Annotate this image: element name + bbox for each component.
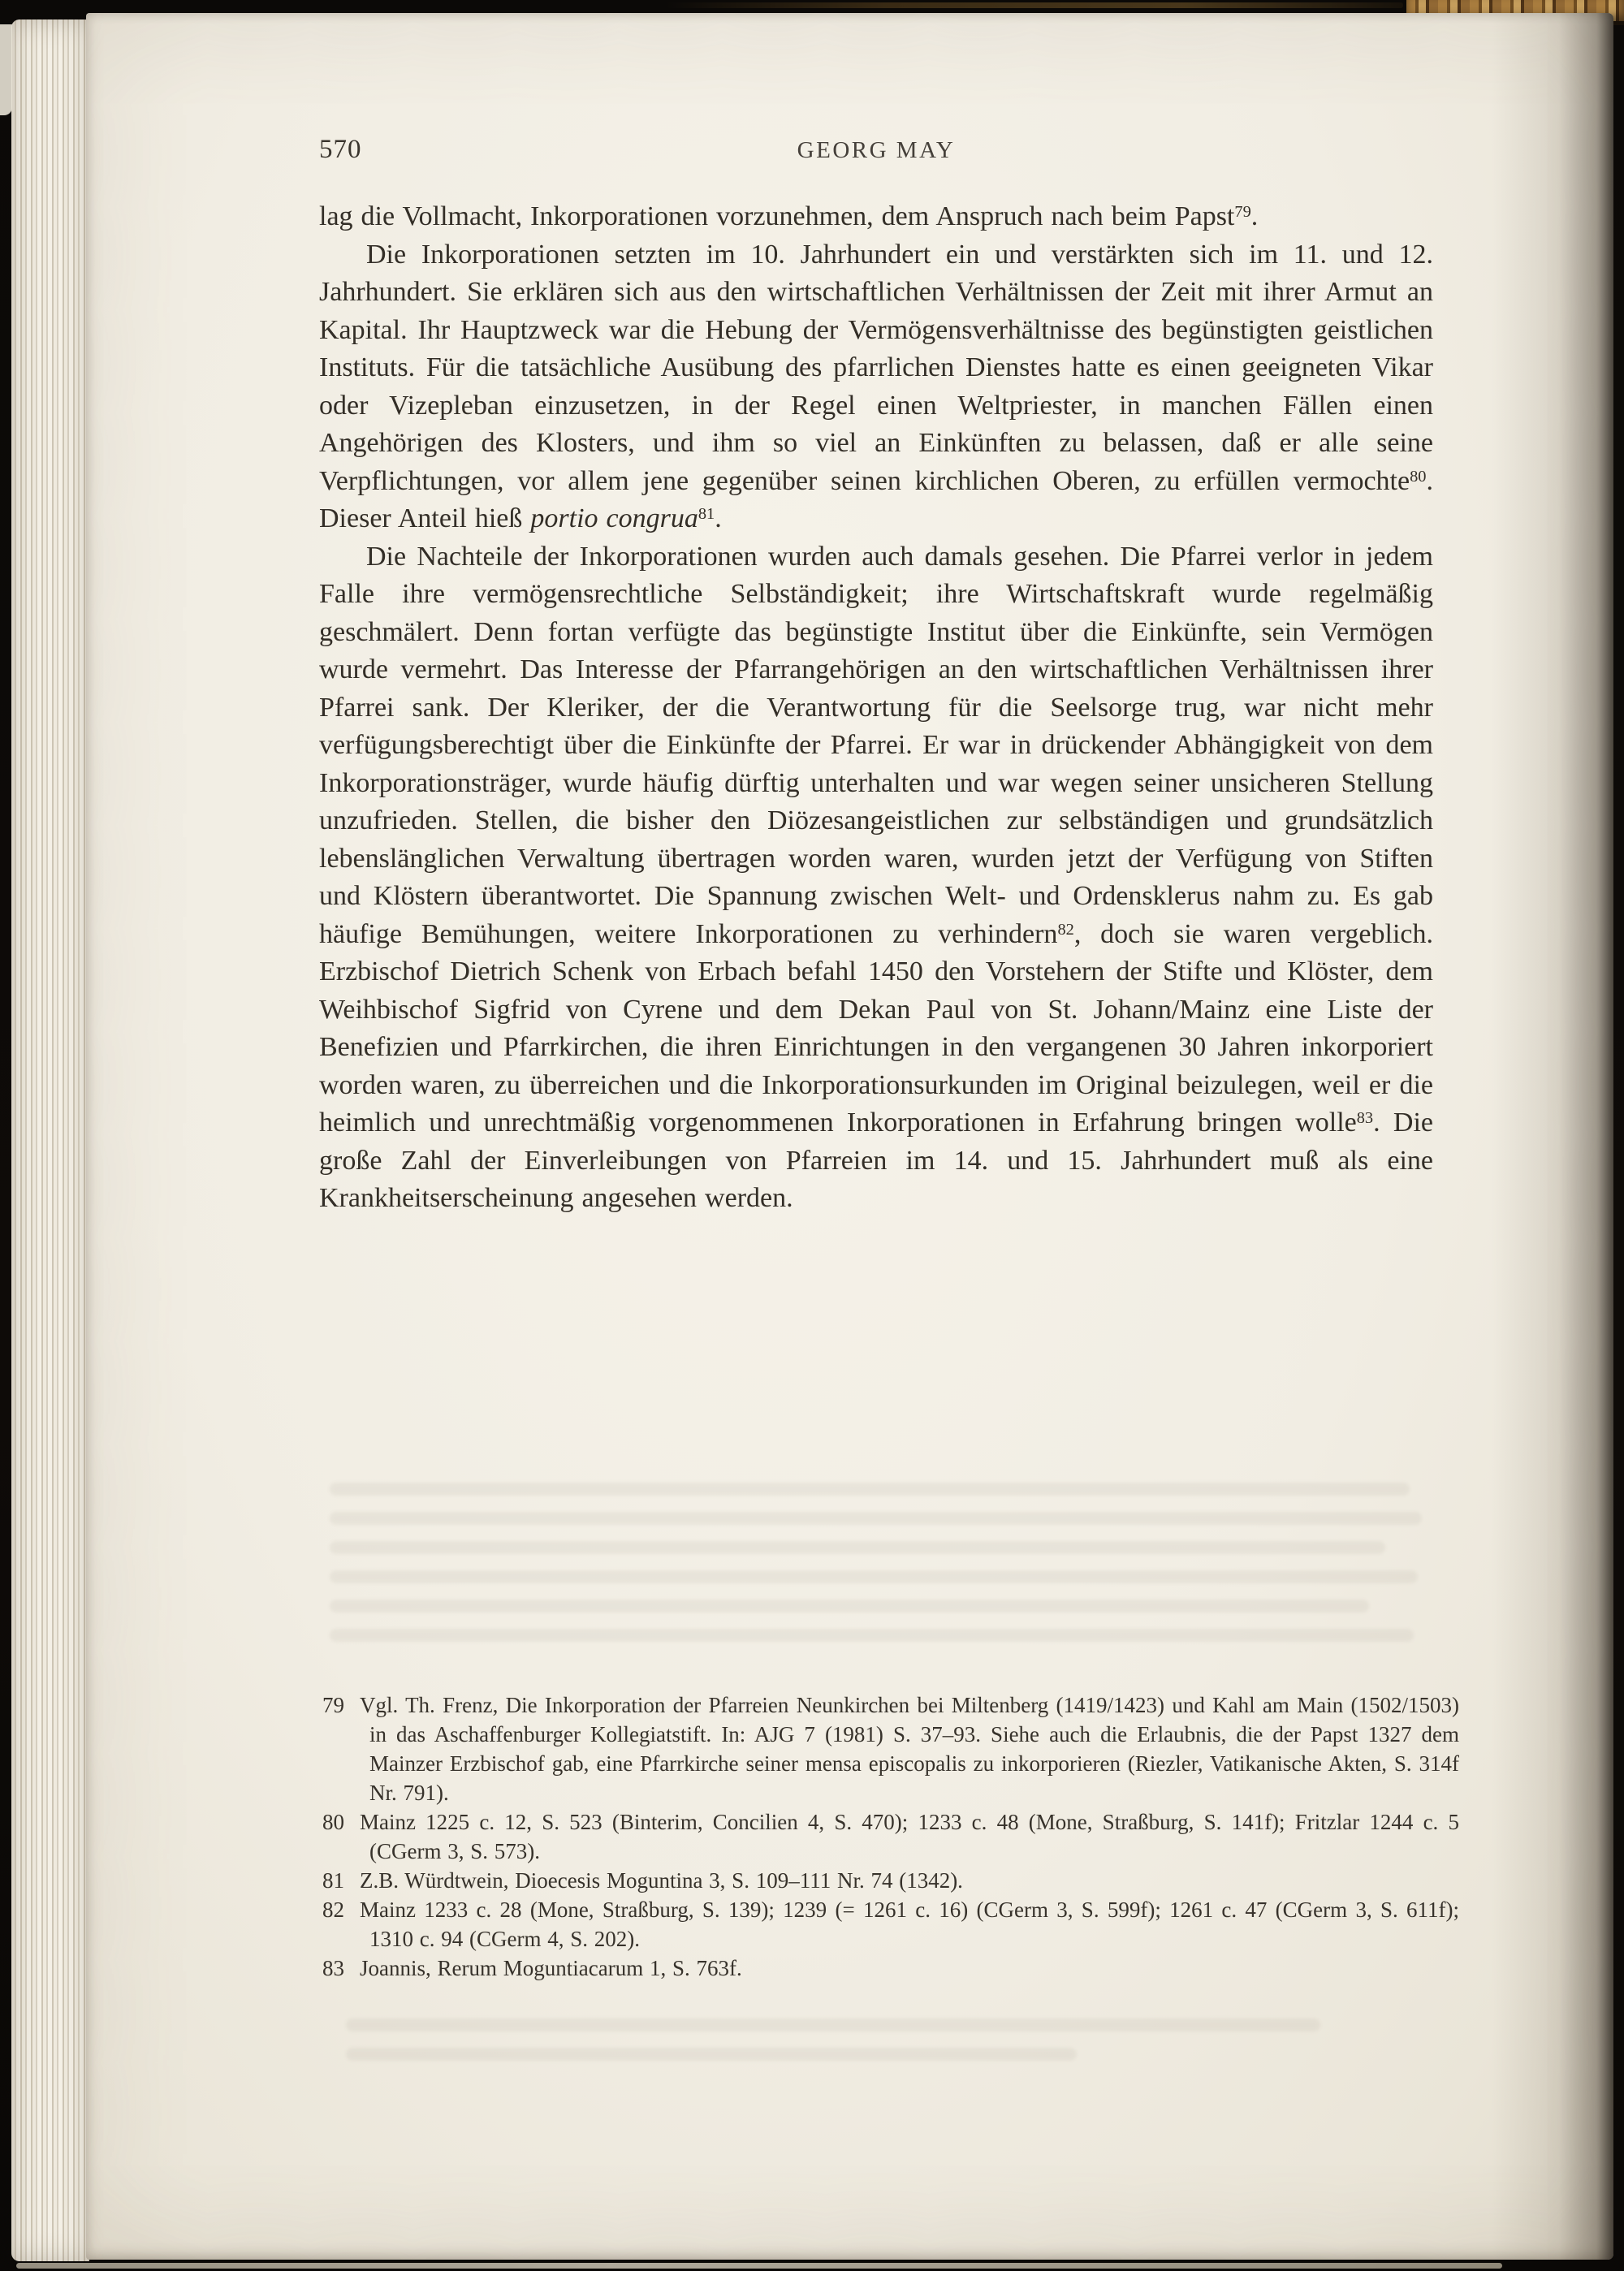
footnote-79 bbox=[322, 1690, 1459, 1807]
footnote-81 bbox=[322, 1866, 1459, 1895]
page-gutter-shadow bbox=[1492, 13, 1613, 2260]
body-paragraph-1 bbox=[319, 198, 1433, 236]
page-bottom-edge bbox=[16, 2263, 1502, 2269]
footnote-text: Vgl. Th. Frenz, Die Inkorporation der Pfarreien Neunkirchen bei Miltenberg (1419/1423) und Kahl am Main (1502/1503) in das Aschaffenburger Kollegiatstift. In: AJG 7 (1981) S. 37–93. Siehe auch die Erlaubnis, die der Papst 1327 dem Mainzer Erzbischof gab, eine Pfarrkirche seiner mensa episcopalis zu inkorporieren (Riezler, Vatikanische Akten, S. 314f Nr. 791). bbox=[360, 1693, 1459, 1805]
paragraph-text: lag die Vollmacht, Inkorporationen vorzunehmen, dem Anspruch nach beim Papst bbox=[319, 201, 1235, 231]
footnote-text: Mainz 1233 c. 28 (Mone, Straßburg, S. 139); 1239 (= 1261 c. 16) (CGerm 3, S. 599f); 1261 c. 47 (CGerm 3, S. 611f); 1310 c. 94 (CGerm 4, S. 202). bbox=[360, 1898, 1459, 1951]
paragraph-text: Die Nachteile der Inkorporationen wurden auch damals gesehen. Die Pfarrei verlor in jedem Falle ihre vermögensrechtliche Selbständigkeit; ihre Wirtschaftskraft wurde regelmäßig geschmälert. Denn fortan verfügte das begünstigte Institut über die Einkünfte, sein Vermögen wurde vermehrt. Das Interesse der Pfarrangehörigen an den wirtschaftlichen Verhältnissen ihrer Pfarrei sank. Der Kleriker, der die Verantwortung für die Seelsorge trug, war nicht mehr verfügungsberechtigt über die Einkünfte der Pfarrei. Er war in drückender Abhängigkeit von dem Inkorporationsträger, wurde häufig dürftig unterhalten und war wegen seiner unsicheren Stellung unzufrieden. Stellen, die bisher den Diözesangeistlichen zur selbständigen und grundsätzlich lebenslänglichen Verwaltung übertragen worden waren, wurden jetzt der Verfügung von Stiften und Klöstern überantwortet. Die Spannung zwischen Welt- und Ordensklerus nahm zu. Es gab häufige Bemühungen, weitere Inkorporationen zu verhindern bbox=[319, 541, 1433, 949]
paragraph-text: . bbox=[715, 503, 722, 533]
running-header: GEORG MAY bbox=[797, 137, 956, 163]
footnote-82 bbox=[322, 1895, 1459, 1954]
footnote-ref-81: 81 bbox=[698, 505, 715, 524]
bleed-through bbox=[330, 1570, 1418, 1583]
footnote-ref-79: 79 bbox=[1234, 203, 1251, 222]
bleed-through bbox=[330, 1629, 1414, 1642]
footnote-text: Z.B. Würdtwein, Dioecesis Moguntina 3, S. 109–111 Nr. 74 (1342). bbox=[360, 1868, 963, 1893]
bleed-through bbox=[330, 1541, 1385, 1554]
bleed-through bbox=[346, 2018, 1320, 2031]
footnote-number: 80 bbox=[322, 1810, 344, 1834]
footnote-number: 83 bbox=[322, 1956, 344, 1980]
paragraph-text: Die Inkorporationen setzten im 10. Jahrhundert ein und verstärkten sich im 11. und 12. Jahrhundert. Sie erklären sich aus den wirtschaftlichen Verhältnissen der Zeit mit ihrer Armut an Kapital. Ihr Hauptzweck war die Hebung der Vermögensverhältnisse des begünstigten geistlichen Instituts. Für die tatsächliche Ausübung des pfarrlichen Dienstes hatte es einen geeigneten Vikar oder Vizepleban einzusetzen, in der Regel einen Weltpriester, in manchen Fällen einen Angehörigen des Klosters, und ihm so viel an Einkünften zu belassen, daß er alle seine Verpflichtungen, vor allem jene gegenüber seinen kirchlichen Oberen, zu erfüllen vermochte bbox=[319, 239, 1433, 496]
footnotes-section bbox=[322, 1690, 1459, 1983]
footnote-text: Joannis, Rerum Moguntiacarum 1, S. 763f. bbox=[360, 1956, 742, 1980]
body-text bbox=[319, 198, 1433, 1218]
footnote-80 bbox=[322, 1807, 1459, 1866]
book-page bbox=[86, 13, 1613, 2260]
page-number: 570 bbox=[319, 135, 362, 164]
bleed-through bbox=[346, 2048, 1077, 2061]
footnote-ref-83: 83 bbox=[1356, 1109, 1374, 1128]
footnote-ref-80: 80 bbox=[1410, 467, 1427, 486]
bleed-through bbox=[330, 1512, 1422, 1525]
paragraph-text: . Dieser Anteil hieß bbox=[319, 465, 1433, 533]
bleed-through bbox=[330, 1483, 1410, 1496]
body-paragraph-2 bbox=[319, 236, 1433, 538]
footnote-text: Mainz 1225 c. 12, S. 523 (Binterim, Concilien 4, S. 470); 1233 c. 48 (Mone, Straßburg, S. 141f); Fritzlar 1244 c. 5 (CGerm 3, S. 573). bbox=[360, 1810, 1459, 1863]
footnote-ref-82: 82 bbox=[1057, 920, 1074, 939]
paragraph-text: . Die große Zahl der Einverleibungen von Pfarreien im 14. und 15. Jahrhundert muß als eine Krankheitserscheinung angesehen werden. bbox=[319, 1107, 1433, 1213]
body-paragraph-3 bbox=[319, 538, 1433, 1218]
paragraph-text: . bbox=[1250, 201, 1259, 231]
footnote-number: 82 bbox=[322, 1898, 344, 1922]
footnote-83 bbox=[322, 1954, 1459, 1983]
footnote-number: 79 bbox=[322, 1693, 344, 1717]
page-header bbox=[319, 135, 1433, 172]
page-corner-sliver bbox=[0, 24, 12, 115]
paragraph-text: , doch sie waren vergeblich. Erzbischof Dietrich Schenk von Erbach befahl 1450 den Vorstehern der Stifte und Klöster, dem Weihbischof Sigfrid von Cyrene und dem Dekan Paul von St. Johann/Mainz eine Liste der Benefizien und Pfarrkirchen, die ihren Einrichtungen in den vergangenen 30 Jahren inkorporiert worden waren, zu überreichen und die Inkorporationsurkunden im Original beizulegen, weil er die heimlich und unrechtmäßig vorgenommenen Inkorporationen in Erfahrung bringen wolle bbox=[319, 918, 1434, 1138]
book-top-edge bbox=[666, 2, 1403, 8]
page-stack-edge bbox=[11, 19, 89, 2261]
bleed-through bbox=[330, 1600, 1369, 1613]
latin-term: portio congrua bbox=[530, 503, 698, 533]
footnote-number: 81 bbox=[322, 1868, 344, 1893]
